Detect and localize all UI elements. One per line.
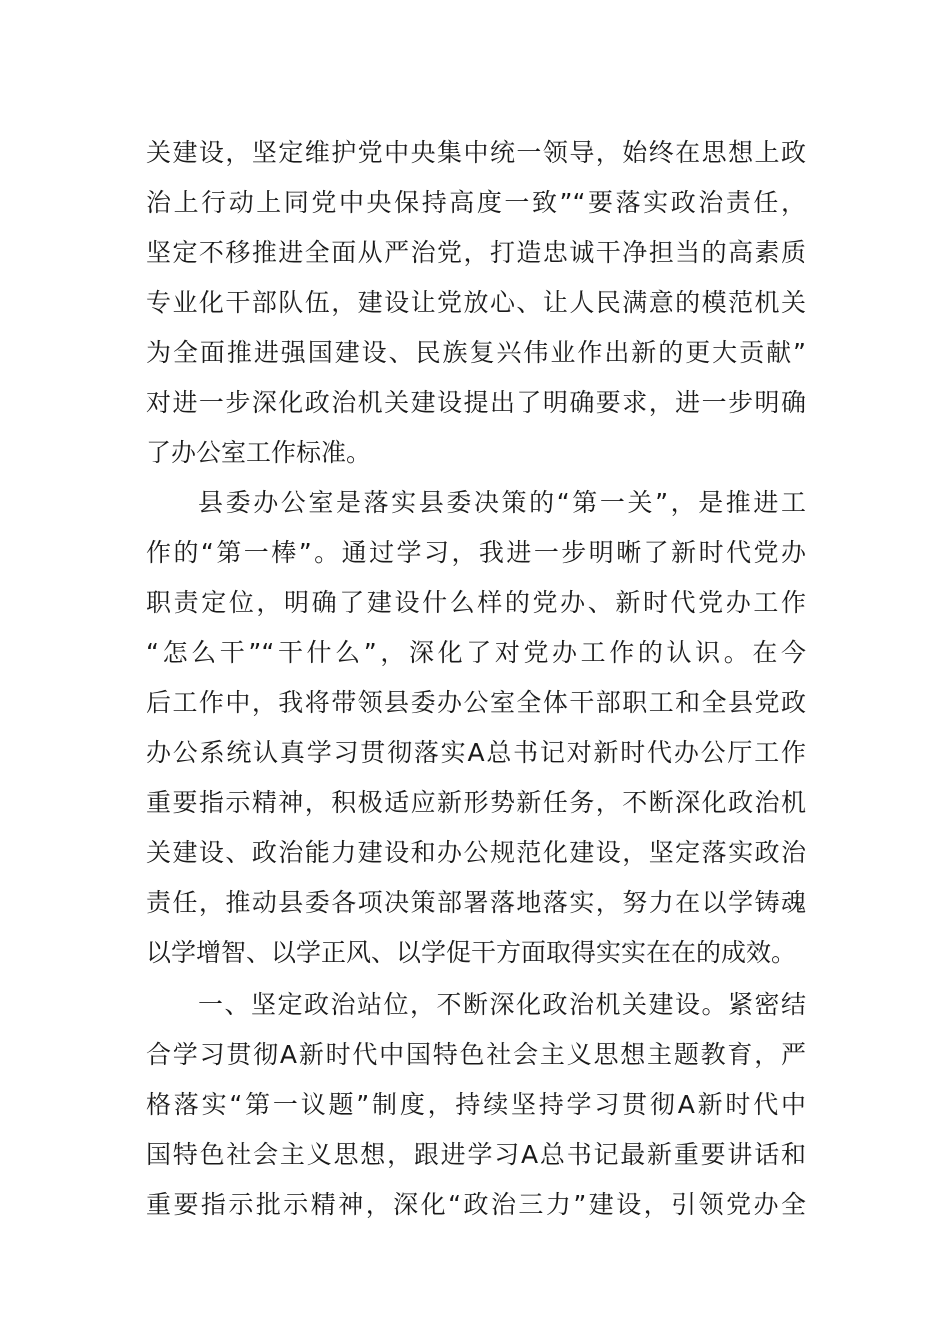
text-line: 合学习贯彻A新时代中国特色社会主义思想主题教育，严 bbox=[146, 1040, 806, 1069]
text-line: 关建设、政治能力建设和办公规范化建设，坚定落实政治 bbox=[146, 838, 806, 867]
text-line: 为全面推进强国建设、民族复兴伟业作出新的更大贡献” bbox=[146, 338, 806, 367]
text-line: 对进一步深化政治机关建设提出了明确要求，进一步明确 bbox=[146, 388, 806, 417]
text-line: 格落实“第一议题”制度，持续坚持学习贯彻A新时代中 bbox=[146, 1090, 806, 1119]
text-line: 以学增智、以学正风、以学促干方面取得实实在在的成效。 bbox=[146, 938, 797, 967]
paragraph-first-line: 一、坚定政治站位，不断深化政治机关建设。紧密结 bbox=[198, 990, 806, 1019]
text-line: 后工作中，我将带领县委办公室全体干部职工和全县党政 bbox=[146, 688, 806, 717]
text-line: 专业化干部队伍，建设让党放心、让人民满意的模范机关 bbox=[146, 288, 806, 317]
text-line: 治上行动上同党中央保持高度一致”“要落实政治责任， bbox=[146, 188, 806, 217]
text-line: 了办公室工作标准。 bbox=[146, 438, 372, 467]
text-line: 重要指示精神，积极适应新形势新任务，不断深化政治机 bbox=[146, 788, 806, 817]
text-line: 办公系统认真学习贯彻落实A总书记对新时代办公厅工作 bbox=[146, 738, 806, 767]
text-line: 重要指示批示精神，深化“政治三力”建设，引领党办全 bbox=[146, 1190, 806, 1219]
text-line: 国特色社会主义思想，跟进学习A总书记最新重要讲话和 bbox=[146, 1140, 806, 1169]
text-line: “怎么干”“干什么”，深化了对党办工作的认识。在今 bbox=[146, 638, 806, 667]
paragraph-first-line: 县委办公室是落实县委决策的“第一关”，是推进工 bbox=[198, 488, 806, 517]
text-line: 作的“第一棒”。通过学习，我进一步明晰了新时代党办 bbox=[146, 538, 806, 567]
text-line: 关建设，坚定维护党中央集中统一领导，始终在思想上政 bbox=[146, 138, 806, 167]
text-line: 职责定位，明确了建设什么样的党办、新时代党办工作 bbox=[146, 588, 806, 617]
text-line: 责任，推动县委各项决策部署落地落实，努力在以学铸魂 bbox=[146, 888, 806, 917]
text-line: 坚定不移推进全面从严治党，打造忠诚干净担当的高素质 bbox=[146, 238, 806, 267]
